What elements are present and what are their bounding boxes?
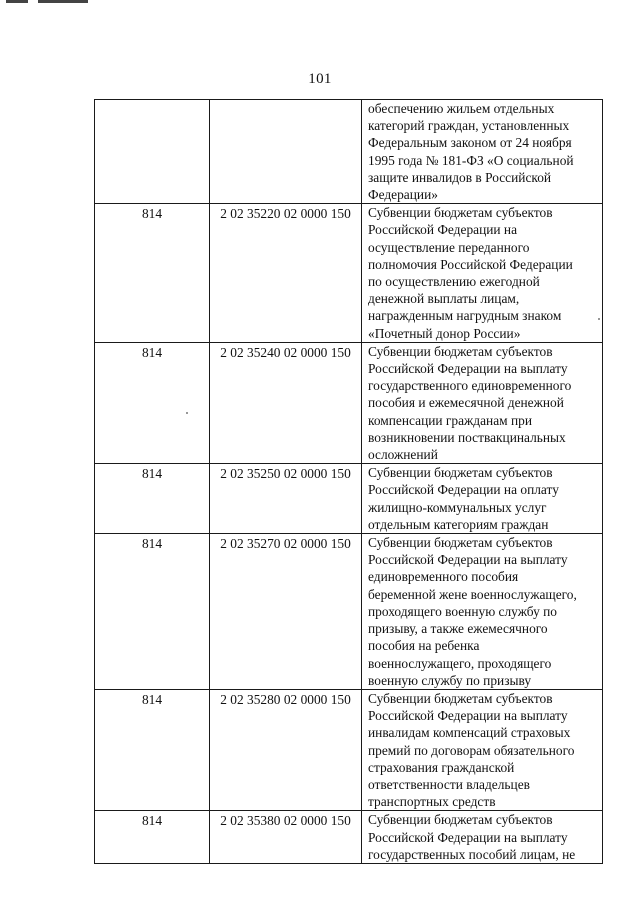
name-line: Субвенции бюджетам субъектов <box>368 343 553 359</box>
table-row <box>95 342 603 463</box>
name-line: Российской Федерации на выплату <box>368 708 568 724</box>
name-line: защите инвалидов в Российской <box>368 169 552 185</box>
name-line: призыву, а также ежемесячного <box>368 621 548 637</box>
page-number: 101 <box>308 71 332 87</box>
table-row <box>95 689 603 810</box>
revenue-name-cell <box>362 689 603 810</box>
name-line: Российской Федерации на выплату <box>368 361 568 377</box>
name-line: Субвенции бюджетам субъектов <box>368 205 553 221</box>
name-line: Субвенции бюджетам субъектов <box>368 690 553 706</box>
name-line: единовременного пособия <box>368 569 519 585</box>
name-line: награжденным нагрудным знаком <box>368 308 562 324</box>
name-line: Субвенции бюджетам субъектов <box>368 465 553 481</box>
name-line: Российской Федерации на оплату <box>368 482 559 498</box>
admin-code-cell: 814 <box>95 534 210 690</box>
name-line: Субвенции бюджетам субъектов <box>368 812 553 828</box>
admin-code-cell <box>95 100 210 204</box>
name-line: страхования гражданской <box>368 759 515 775</box>
scan-edge-mark <box>6 0 28 3</box>
admin-code-cell: 814 <box>95 204 210 343</box>
table-row <box>95 464 603 534</box>
revenue-name-cell <box>362 204 603 343</box>
revenue-name-cell <box>362 342 603 463</box>
name-line: беременной жене военнослужащего, <box>368 586 577 602</box>
name-line: Федерации» <box>368 187 438 203</box>
budget-code-cell: 2 02 35220 02 0000 150 <box>210 204 362 343</box>
name-line: Российской Федерации на <box>368 222 518 238</box>
name-line: жилищно-коммунальных услуг <box>368 499 547 515</box>
name-line: государственных пособий лицам, не <box>368 846 576 862</box>
table-row <box>95 534 603 690</box>
budget-code-cell: 2 02 35240 02 0000 150 <box>210 342 362 463</box>
budget-code-cell: 2 02 35270 02 0000 150 <box>210 534 362 690</box>
name-line: пособия на ребенка <box>368 638 480 654</box>
name-line: Федеральным законом от 24 ноября <box>368 135 572 151</box>
name-line: военную службу по призыву <box>368 672 532 688</box>
name-line: по осуществлению ежегодной <box>368 274 540 290</box>
revenue-name-cell <box>362 811 603 864</box>
admin-code-cell: 814 <box>95 342 210 463</box>
admin-code-cell: 814 <box>95 811 210 864</box>
name-line: ответственности владельцев <box>368 776 530 792</box>
name-line: инвалидам компенсаций страховых <box>368 725 571 741</box>
name-line: компенсации гражданам при <box>368 412 533 428</box>
name-line: денежной выплаты лицам, <box>368 291 520 307</box>
table-body <box>95 100 603 864</box>
name-line: Субвенции бюджетам субъектов <box>368 535 553 551</box>
scan-speck <box>186 412 188 414</box>
revenue-name-cell <box>362 534 603 690</box>
admin-code-cell: 814 <box>95 464 210 534</box>
budget-code-cell: 2 02 35380 02 0000 150 <box>210 811 362 864</box>
name-line: транспортных средств <box>368 794 496 810</box>
table-row <box>95 204 603 343</box>
name-line: возникновении поствакцинальных <box>368 429 566 445</box>
budget-code-cell: 2 02 35250 02 0000 150 <box>210 464 362 534</box>
name-line: Российской Федерации на выплату <box>368 829 568 845</box>
name-line: осложнений <box>368 447 438 463</box>
name-line: проходящего военную службу по <box>368 603 557 619</box>
budget-code-cell <box>210 100 362 204</box>
name-line: отдельным категориям граждан <box>368 516 549 532</box>
admin-code-cell: 814 <box>95 689 210 810</box>
name-line: осуществление переданного <box>368 239 530 255</box>
table-row <box>95 100 603 204</box>
name-line: Российской Федерации на выплату <box>368 552 568 568</box>
name-line: премий по договорам обязательного <box>368 742 575 758</box>
table-row <box>95 811 603 864</box>
name-line: «Почетный донор России» <box>368 325 521 341</box>
name-line: военнослужащего, проходящего <box>368 655 552 671</box>
revenue-name-cell <box>362 464 603 534</box>
name-line: пособия и ежемесячной денежной <box>368 395 564 411</box>
scan-edge-mark <box>38 0 88 3</box>
revenue-name-cell <box>362 100 603 204</box>
scan-speck <box>598 318 600 320</box>
name-line: государственного единовременного <box>368 378 572 394</box>
budget-code-cell: 2 02 35280 02 0000 150 <box>210 689 362 810</box>
name-line: категорий граждан, установленных <box>368 118 570 134</box>
name-line: полномочия Российской Федерации <box>368 256 573 272</box>
name-line: 1995 года № 181-ФЗ «О социальной <box>368 152 574 168</box>
name-line: обеспечению жильем отдельных <box>368 101 555 116</box>
budget-classification-table <box>94 99 603 864</box>
